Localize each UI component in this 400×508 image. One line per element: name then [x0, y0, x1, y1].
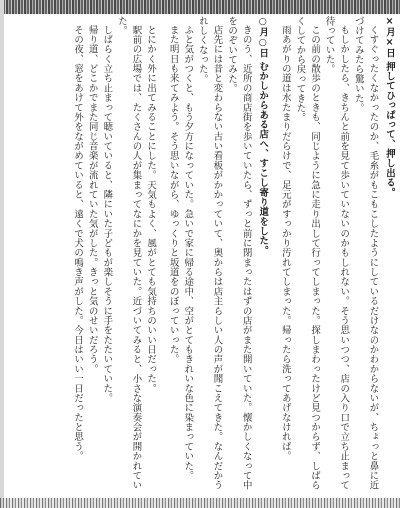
- page-top-edge: [0, 0, 400, 14]
- entry-section-3: [70, 16, 158, 496]
- paragraph: 帰り道、どこかでまた同じ音楽が流れていた気がした。きっと気のせいだろう。: [86, 25, 98, 375]
- paragraph: 駅前の広場では、たくさんの人が集まってなにかを見ていた。近づいてみると、小さな演奏会が開かれていた。: [115, 16, 142, 491]
- entry-section-2: [165, 16, 269, 496]
- paragraph: しばらく立ち止まって聴いていると、隣にいた子どもが楽しそうに手をたたいていた。: [101, 25, 113, 404]
- paragraph: また明日も来てみよう。そう思いながら、ゆっくりと坂道をのぼっていった。: [167, 25, 179, 365]
- article-body: [6, 16, 396, 496]
- entry-heading-1: ×月×日 押してひっぱって、押し出る。: [384, 16, 395, 198]
- paragraph: その夜、窓をあけて外をながめていると、遠くで犬の鳴き声がした。今日はいい一日だったと思う。: [72, 25, 84, 462]
- section-gap: [269, 16, 277, 496]
- paragraph: ふと気がつくと、もう夕方になっていた。急いで家に帰る途中、空がとてもきれいな色に染まっていた。: [182, 25, 194, 481]
- page-left-edge: [0, 0, 4, 508]
- paragraph: とにかく外に出てみることにした。天気もよく、風がとても気持ちのいい日だった。: [145, 25, 157, 394]
- paragraph: きのう、近所の商店街を歩いていたら、ずっと前に閉まったはずの店がまた開いていた。懐かしくなって中をのぞいてみた。: [226, 16, 252, 491]
- paragraph: 雨あがりの道は水たまりだらけで、足元がすっかり汚れてしまった。帰ったら洗ってあげなければ。: [279, 25, 291, 462]
- paragraph: 店先には昔と変わらない古い看板がかかっていて、奥からは店主らしい人の声が聞こえてきた。なんだかうれしくなった。: [196, 16, 223, 491]
- entry-section-1: [277, 16, 396, 496]
- paragraph: この前の散歩のときも、同じように急に走り出して行ってしまった。探しまわったけど見つからず、しばらくしてから戻ってきた。: [294, 16, 321, 491]
- paragraph: くすぐったくなかったのか、毛糸がもこもこしたようにしているだけなのかわからないが、ちょっと鼻に近づけてみたら驚いた。: [352, 16, 379, 491]
- paragraph: もしかしたら、きちんと前を見て歩いていないのかもしれない。そう思いつつ、店の入り口で立ち止まって待っていた。: [323, 16, 350, 491]
- page-bottom-edge: [0, 498, 400, 508]
- section-gap: [157, 16, 165, 496]
- entry-heading-2: ○月○日 むかしからある店へ、すこし寄り道をした。: [257, 16, 269, 256]
